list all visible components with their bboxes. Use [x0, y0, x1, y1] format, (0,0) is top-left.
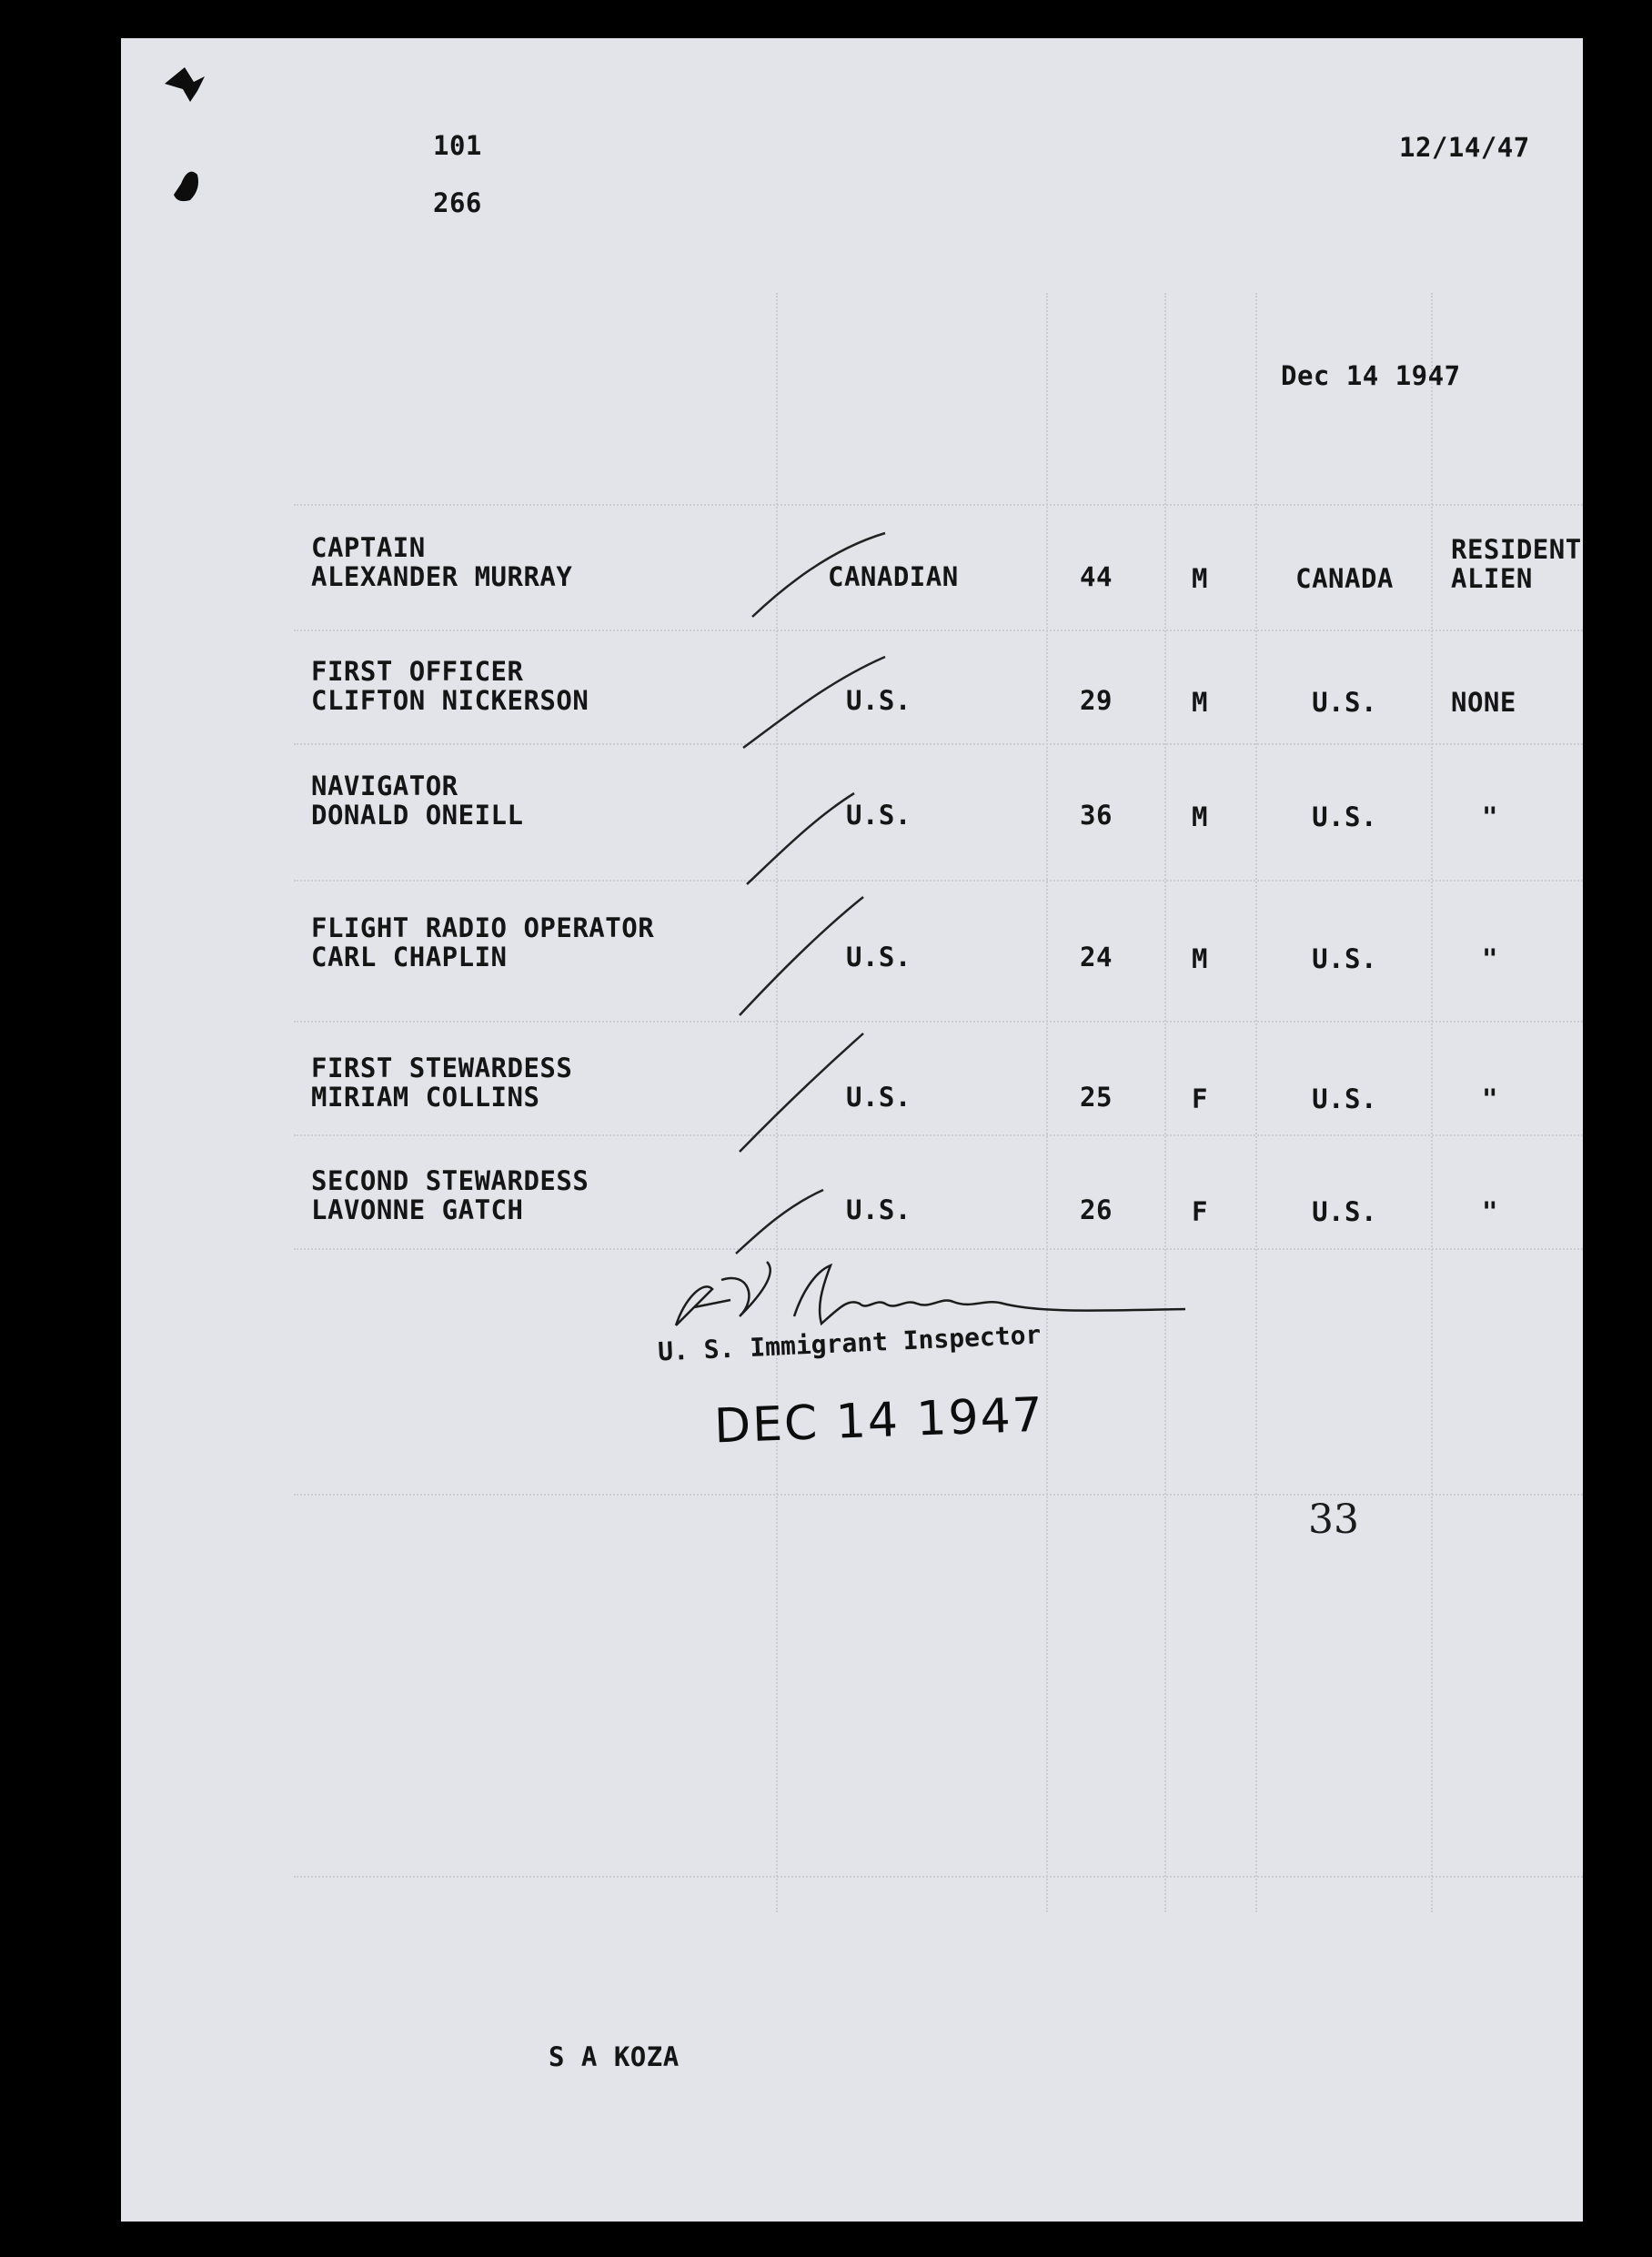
crew-name: CLIFTON NICKERSON	[311, 685, 589, 716]
crew-nationality: CANADIAN	[828, 561, 959, 592]
crew-position: FIRST STEWARDESS	[311, 1053, 573, 1083]
crew-sex: M	[1192, 801, 1208, 832]
form-column-rule	[1431, 293, 1433, 1912]
date-stamp: DEC 14 1947	[713, 1387, 1045, 1455]
crew-nationality: U.S.	[846, 942, 912, 972]
crew-nationality: U.S.	[846, 800, 912, 831]
inspector-title: U. S. Immigrant Inspector	[657, 1319, 1042, 1367]
crew-sex: M	[1192, 687, 1208, 718]
header-code-1: 101	[433, 130, 482, 161]
crew-nationality: U.S.	[846, 685, 912, 716]
crew-status: "	[1482, 1196, 1498, 1227]
crew-status: "	[1482, 943, 1498, 974]
form-row-rule	[294, 504, 1583, 506]
crew-position: FLIGHT RADIO OPERATOR	[311, 912, 655, 943]
crew-nationality: U.S.	[846, 1082, 912, 1113]
crew-age: 36	[1080, 800, 1113, 831]
ink-blot-mark	[157, 47, 221, 211]
crew-nationality: U.S.	[846, 1194, 912, 1225]
header-date-short: 12/14/47	[1399, 132, 1530, 163]
crew-position: FIRST OFFICER	[311, 656, 524, 687]
crew-name: CARL CHAPLIN	[311, 942, 508, 972]
form-row-rule	[294, 1134, 1583, 1136]
manifest-page	[121, 38, 1583, 2222]
crew-age: 24	[1080, 942, 1113, 972]
form-row-rule	[294, 1021, 1583, 1023]
crew-status-line-2: ALIEN	[1451, 563, 1533, 594]
crew-country: U.S.	[1312, 1196, 1377, 1227]
form-row-rule	[294, 1876, 1583, 1878]
crew-position: SECOND STEWARDESS	[311, 1165, 589, 1196]
crew-sex: F	[1192, 1196, 1208, 1227]
crew-country: U.S.	[1312, 687, 1377, 718]
form-column-rule	[1046, 293, 1048, 1912]
crew-country: U.S.	[1312, 801, 1377, 832]
crew-status: RESIDENT	[1451, 534, 1582, 565]
form-row-rule	[294, 743, 1583, 745]
header-date-long: Dec 14 1947	[1281, 360, 1461, 391]
crew-name: DONALD ONEILL	[311, 800, 524, 831]
crew-name: ALEXANDER MURRAY	[311, 561, 573, 592]
crew-status: "	[1482, 1083, 1498, 1114]
form-column-rule	[1255, 293, 1257, 1912]
crew-sex: F	[1192, 1083, 1208, 1114]
crew-age: 29	[1080, 685, 1113, 716]
form-row-rule	[294, 630, 1583, 631]
crew-country: U.S.	[1312, 943, 1377, 974]
crew-name: MIRIAM COLLINS	[311, 1082, 540, 1113]
crew-age: 25	[1080, 1082, 1113, 1113]
form-row-rule	[294, 1494, 1583, 1496]
page-number: 33	[1308, 1496, 1359, 1543]
crew-position: NAVIGATOR	[311, 771, 458, 801]
crew-age: 26	[1080, 1194, 1113, 1225]
header-code-2: 266	[433, 187, 482, 218]
footer-name: S A KOZA	[549, 2041, 680, 2072]
crew-age: 44	[1080, 561, 1113, 592]
crew-status: "	[1482, 801, 1498, 832]
form-row-rule	[294, 880, 1583, 882]
crew-country: CANADA	[1295, 563, 1394, 594]
crew-sex: M	[1192, 563, 1208, 594]
check-mark	[743, 790, 861, 890]
crew-status: NONE	[1451, 687, 1516, 718]
form-column-rule	[1164, 293, 1166, 1912]
crew-sex: M	[1192, 943, 1208, 974]
crew-name: LAVONNE GATCH	[311, 1194, 524, 1225]
crew-country: U.S.	[1312, 1083, 1377, 1114]
crew-position: CAPTAIN	[311, 532, 426, 563]
